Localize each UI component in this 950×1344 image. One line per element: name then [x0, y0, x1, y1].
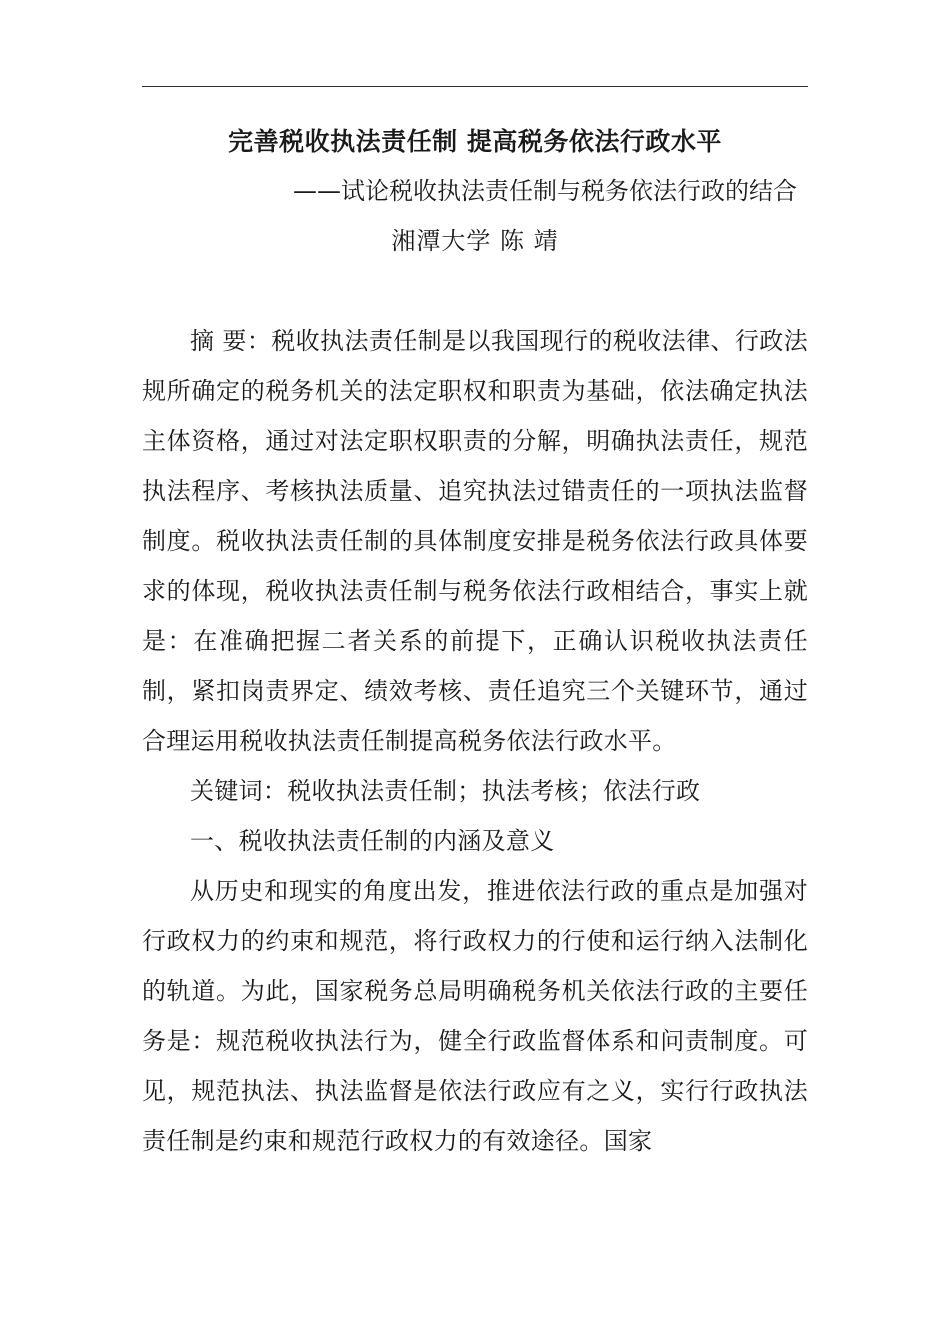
body-paragraph: 从历史和现实的角度出发，推进依法行政的重点是加强对行政权力的约束和规范，将行政权力的行使和运行纳入法制化的轨道。为此，国家税务总局明确税务机关依法行政的主要任务是：规范税收执法行为，健全行政监督体系和问责制度。可见，规范执法、执法监督是依法行政应有之义，实行行政执法责任制是约束和规范行政权力的有效途径。国家: [142, 877, 808, 1155]
header-rule: [142, 86, 808, 87]
document-subtitle: ——试论税收执法责任制与税务依法行政的结合: [293, 177, 797, 205]
document-title: 完善税收执法责任制 提高税务依法行政水平: [228, 127, 722, 156]
abstract-paragraph: 摘 要：税收执法责任制是以我国现行的税收法律、行政法规所确定的税务机关的法定职权和职责为基础，依法确定执法主体资格，通过对法定职权职责的分解，明确执法责任，规范执法程序、考核执法质量、追究执法过错责任的一项执法监督制度。税收执法责任制的具体制度安排是税务依法行政具体要求的体现，税收执法责任制与税务依法行政相结合，事实上就是：在准确把握二者关系的前提下，正确认识税收执法责任制，紧扣岗责界定、绩效考核、责任追究三个关键环节，通过合理运用税收执法责任制提高税务依法行政水平。: [142, 327, 808, 755]
section-heading: 一、税收执法责任制的内涵及意义: [190, 827, 555, 855]
keywords-line: 关键词：税收执法责任制；执法考核；依法行政: [190, 777, 701, 805]
document-body: [142, 316, 808, 1166]
author-line: 湘潭大学 陈 靖: [391, 227, 559, 255]
